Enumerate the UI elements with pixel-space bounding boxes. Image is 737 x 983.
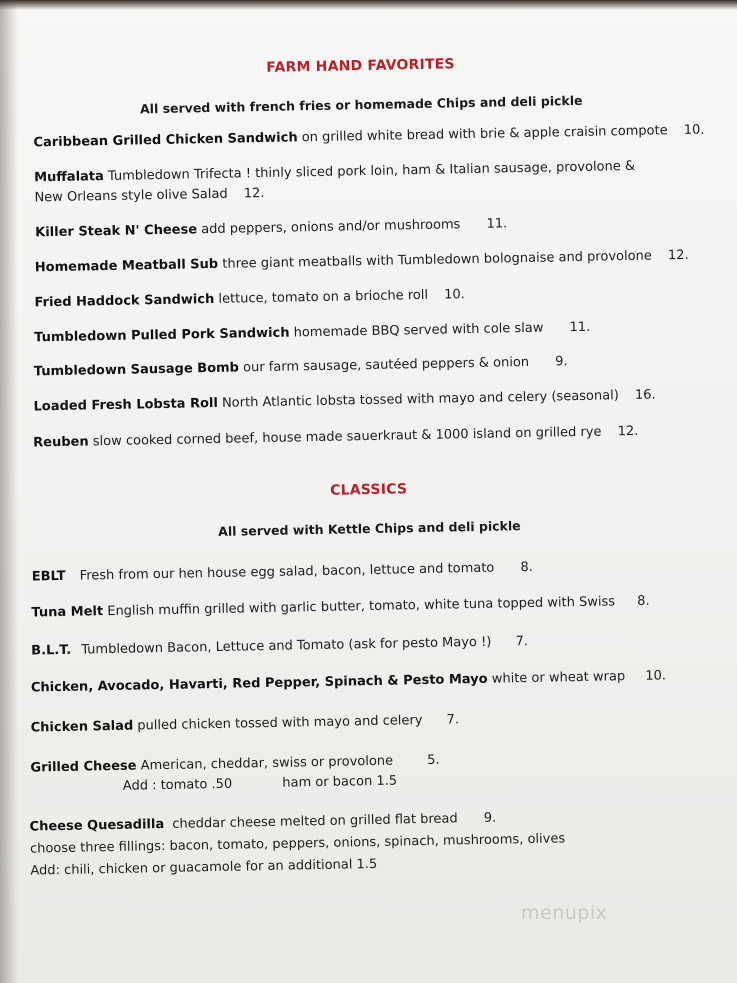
item-price: 7. (515, 633, 529, 650)
menu-item (34, 318, 590, 349)
menu-item (31, 666, 666, 698)
item-desc: white or wheat wrap (491, 669, 626, 687)
item-desc: American, cheddar, swiss or provolone (140, 753, 394, 774)
item-price: 10. (444, 287, 466, 303)
item-name: Reuben (33, 434, 89, 451)
menu-item (33, 422, 638, 454)
menu-item (29, 806, 565, 882)
classics-section-subtitle: All served with Kettle Chips and deli pickle (218, 518, 521, 539)
item-price: 11. (569, 319, 591, 336)
menu-item (33, 121, 704, 154)
item-name: B.L.T. (31, 642, 72, 659)
item-price: 5. (427, 752, 440, 768)
item-desc: three giant meatballs with Tumbledown bolognaise and provolone (222, 248, 652, 272)
menu-item (32, 558, 533, 588)
menu-item (30, 751, 440, 799)
item-name: Fried Haddock Sandwich (34, 291, 215, 311)
item-name: Chicken, Avocado, Havarti, Red Pepper, Spinach & Pesto Mayo (30, 671, 488, 696)
item-desc: our farm sausage, sautéed peppers & onion (242, 354, 530, 376)
item-name: EBLT (31, 568, 66, 585)
item-price: 7. (446, 712, 460, 728)
item-fillings: choose three fillings: bacon, tomato, peppers, onions, spinach, mushrooms, olives (29, 831, 566, 857)
item-price: 8. (637, 593, 650, 609)
item-price: 10. (683, 122, 705, 138)
item-desc: pulled chicken tossed with mayo and celery (137, 713, 423, 734)
item-addon: ham or bacon 1.5 (282, 773, 398, 791)
item-name: Caribbean Grilled Chicken Sandwich (33, 130, 298, 151)
menu-item (35, 214, 507, 243)
item-price: 9. (555, 354, 568, 370)
item-price: 16. (634, 387, 656, 403)
menu-item (33, 386, 656, 418)
item-desc: Fresh from our hen house egg salad, bacon, lettuce and tomato (79, 560, 495, 584)
item-name: Tumbledown Pulled Pork Sandwich (34, 325, 290, 346)
item-desc: cheddar cheese melted on grilled flat bread (172, 811, 458, 832)
menu-item (34, 157, 636, 209)
menu-item (31, 710, 460, 738)
item-name: Loaded Fresh Lobsta Roll (33, 395, 219, 415)
classics-section-title: CLASSICS (330, 481, 408, 499)
item-desc: Tumbledown Trifecta ! thinly sliced pork loin, ham & Italian sausage, provolone & (107, 158, 636, 184)
item-price: 12. (243, 185, 265, 202)
item-price: 8. (520, 559, 534, 576)
item-price: 12. (667, 247, 689, 264)
item-name: Tuna Melt (31, 604, 104, 621)
item-name: Cheese Quesadilla (29, 817, 165, 835)
item-name: Muffalata (33, 169, 104, 186)
item-name: Grilled Cheese (30, 758, 137, 776)
item-price: 9. (483, 810, 497, 826)
item-desc: North Atlantic lobsta tossed with mayo and celery (seasonal) (221, 388, 619, 411)
farm-section-subtitle: All served with french fries or homemade Chips and deli pickle (139, 92, 583, 117)
menu-item (35, 246, 689, 279)
menu-item (34, 352, 568, 382)
item-desc: on grilled white bread with brie & apple craisin compote (301, 123, 668, 146)
farm-section-title: FARM HAND FAVORITES (266, 56, 455, 76)
item-desc: Tumbledown Bacon, Lettuce and Tomato (ask for pesto Mayo !) (81, 634, 492, 658)
menu-item (31, 592, 650, 624)
item-desc: homemade BBQ served with cole slaw (293, 320, 544, 341)
item-desc: add peppers, onions and/or mushrooms (201, 217, 461, 238)
item-addon: Add: chili, chicken or guacamole for an additional 1.5 (30, 856, 378, 879)
item-desc-continued: New Orleans style olive Salad (34, 186, 228, 206)
item-name: Killer Steak N' Cheese (35, 222, 198, 241)
item-addon: Add : tomato .50 (122, 776, 233, 794)
menu-item (34, 285, 465, 313)
item-price: 11. (486, 216, 508, 232)
item-desc: English muffin grilled with garlic butter, tomato, white tuna topped with Swiss (107, 594, 616, 620)
item-price: 12. (617, 423, 639, 440)
menu-item (31, 632, 528, 662)
item-price: 10. (645, 668, 667, 684)
item-name: Tumbledown Sausage Bomb (33, 360, 240, 380)
item-desc: slow cooked corned beef, house made sauerkraut & 1000 island on grilled rye (92, 424, 602, 450)
watermark-logo: menupix (521, 902, 608, 924)
item-desc: lettuce, tomato on a brioche roll (218, 287, 429, 307)
item-name: Chicken Salad (30, 718, 134, 736)
item-name: Homemade Meatball Sub (34, 256, 219, 276)
